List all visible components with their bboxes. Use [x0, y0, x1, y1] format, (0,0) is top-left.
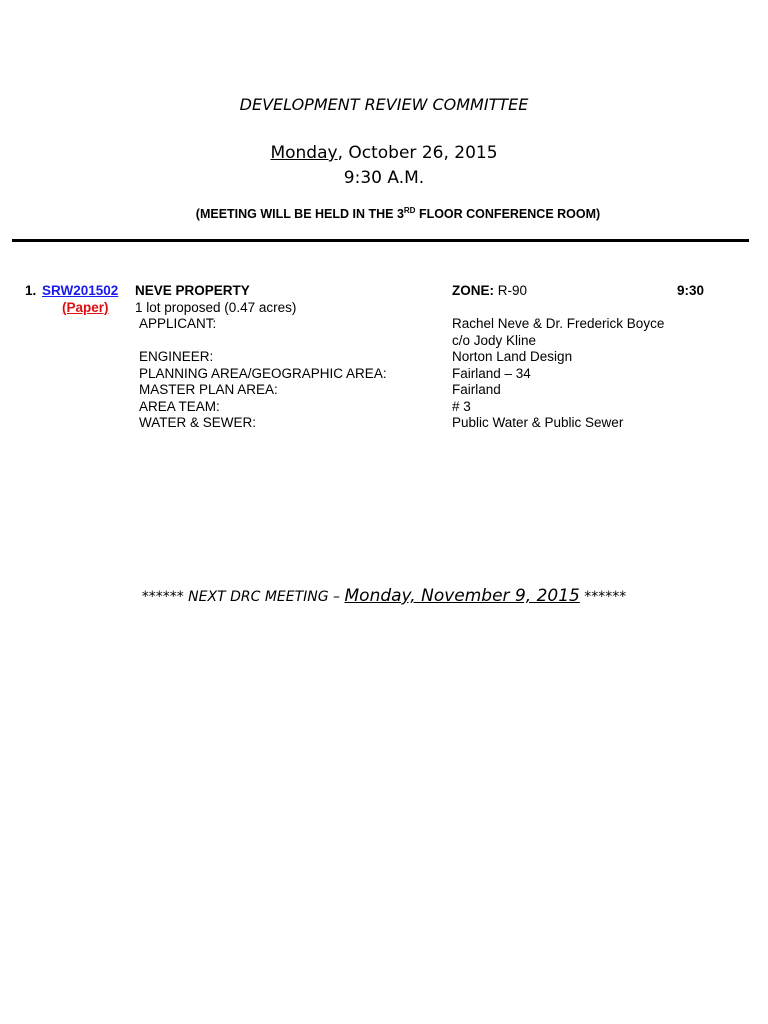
notice-superscript: RD: [403, 206, 416, 215]
value-applicant: Rachel Neve & Dr. Frederick Boyce: [452, 316, 665, 331]
value-area-team: # 3: [452, 398, 471, 414]
notice-prefix: (MEETING WILL BE HELD IN THE 3: [195, 207, 404, 221]
meeting-location-notice: [0, 207, 768, 221]
property-name: NEVE PROPERTY: [135, 283, 250, 298]
horizontal-divider: [12, 239, 749, 242]
label-planning-area: PLANNING AREA/GEOGRAPHIC AREA:: [139, 365, 387, 381]
next-meeting-date: Monday, November 9, 2015: [344, 586, 580, 606]
page-title: DEVELOPMENT REVIEW COMMITTEE: [239, 95, 529, 114]
label-water-sewer: WATER & SEWER:: [139, 415, 257, 430]
next-meeting-prefix: ****** NEXT DRC MEETING –: [141, 589, 345, 605]
meeting-date: [0, 143, 768, 163]
zone-value: R-90: [497, 283, 528, 298]
value-applicant-care-of: c/o Jody Kline: [452, 332, 537, 348]
detail-labels: [139, 316, 387, 432]
next-meeting-suffix: ******: [579, 589, 627, 605]
meeting-time: 9:30 A.M.: [343, 168, 425, 188]
value-planning-area: Fairland – 34: [452, 365, 531, 381]
label-master-plan-area: MASTER PLAN AREA:: [139, 382, 278, 397]
paper-label: (Paper): [62, 300, 109, 315]
value-water-sewer: Public Water & Public Sewer: [452, 415, 624, 430]
label-blank: [139, 333, 387, 350]
meeting-day: Monday: [270, 143, 338, 163]
item-time: 9:30: [677, 283, 705, 298]
zone-label: ZONE:: [452, 283, 494, 298]
zone-line: [452, 283, 527, 300]
label-engineer: ENGINEER:: [139, 349, 214, 364]
item-number: 1.: [25, 283, 37, 298]
detail-values: [452, 316, 664, 432]
next-meeting-notice: [0, 586, 768, 606]
meeting-date-rest: , October 26, 2015: [337, 143, 498, 163]
value-engineer: Norton Land Design: [452, 349, 573, 364]
label-applicant: APPLICANT:: [139, 316, 217, 331]
case-number-link[interactable]: SRW201502: [42, 283, 119, 298]
notice-suffix: FLOOR CONFERENCE ROOM): [415, 207, 601, 221]
property-summary: 1 lot proposed (0.47 acres): [135, 300, 297, 315]
label-area-team: AREA TEAM:: [139, 398, 220, 414]
value-master-plan-area: Fairland: [452, 382, 501, 397]
